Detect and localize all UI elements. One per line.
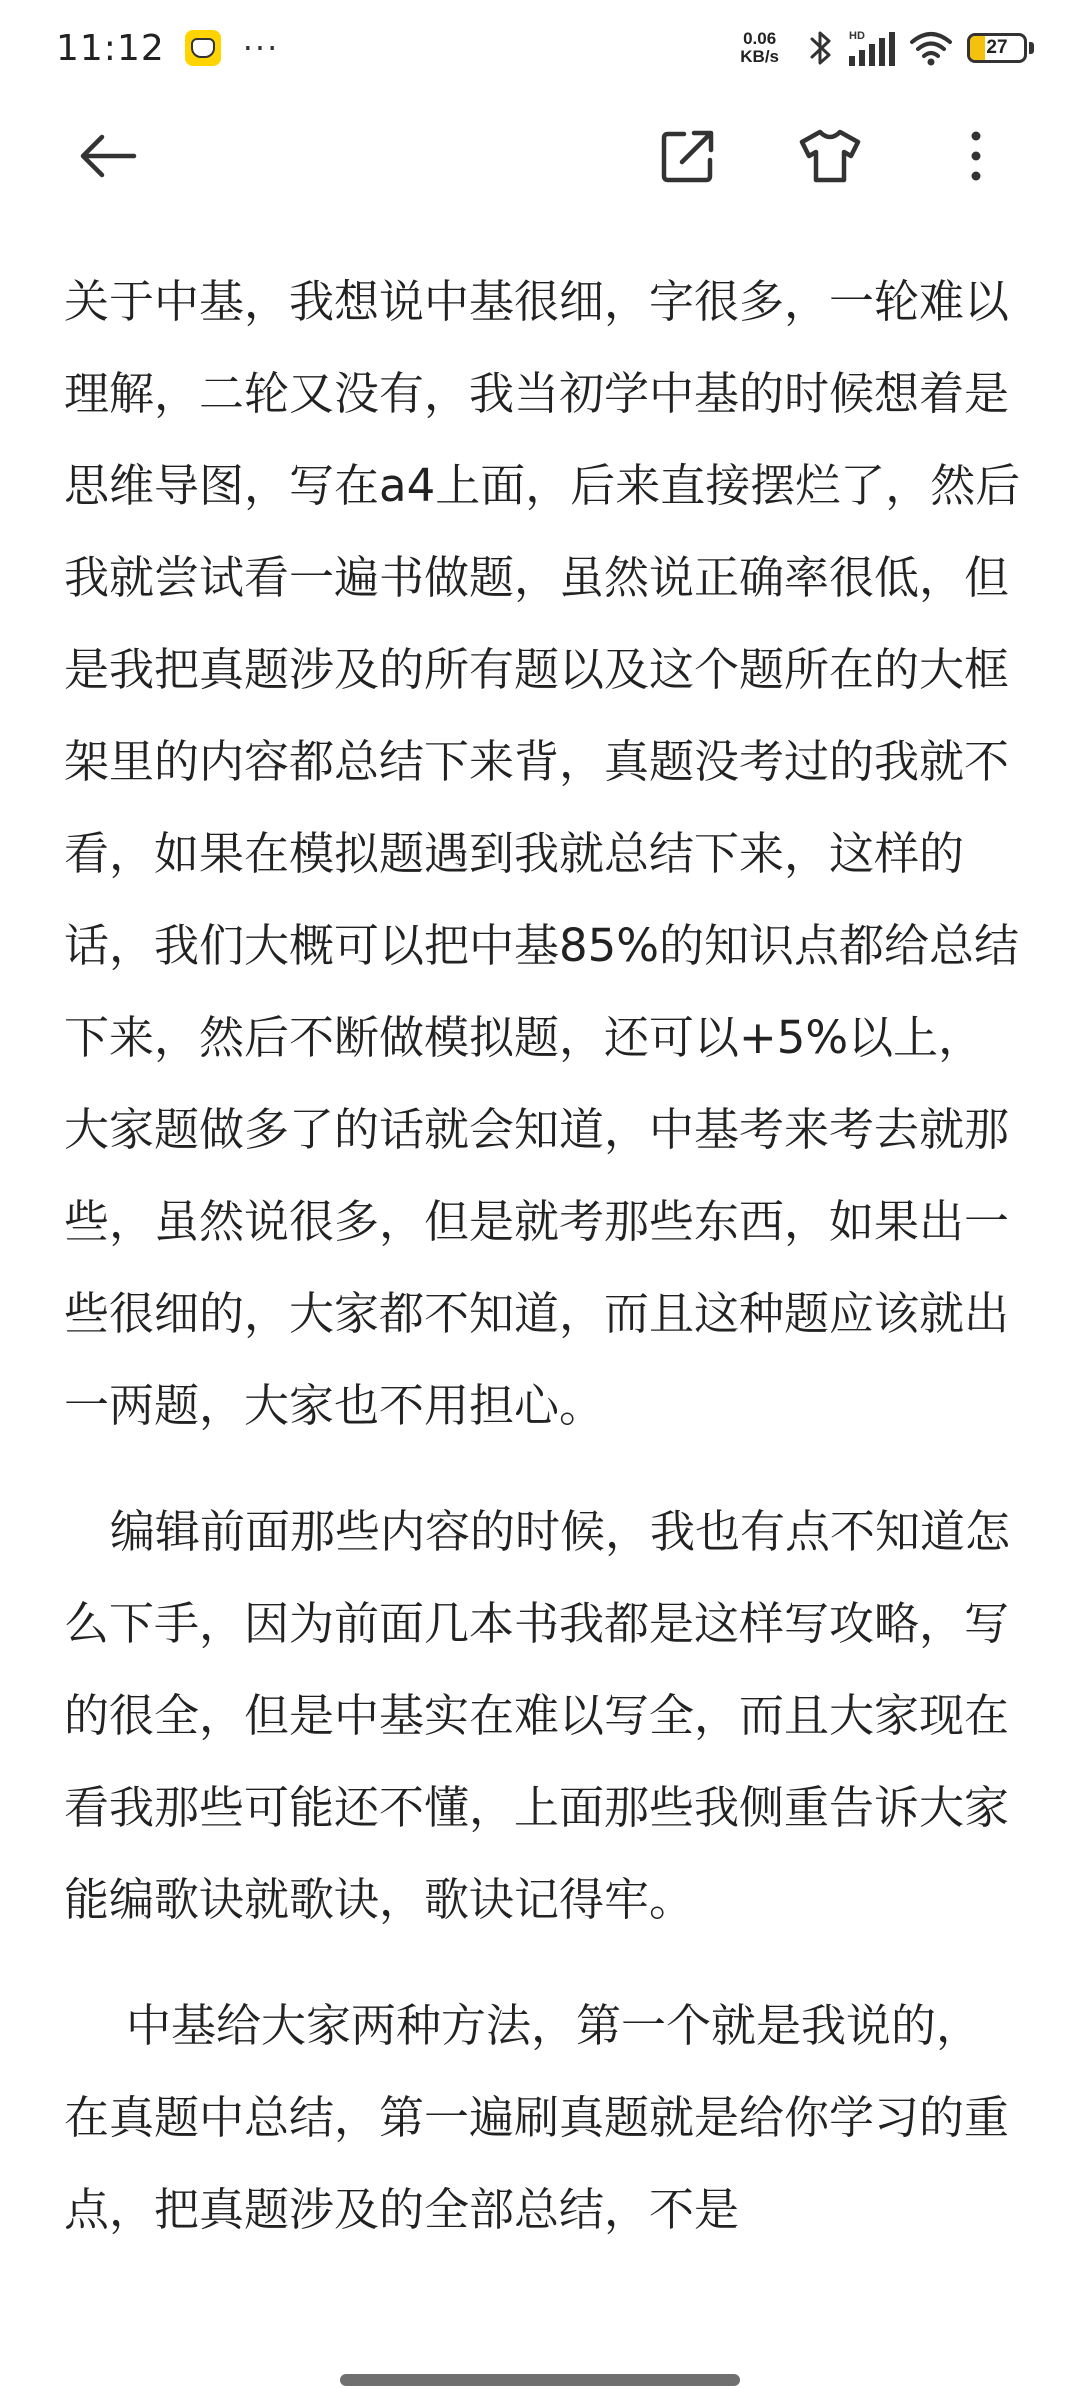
- battery-fill: [970, 36, 985, 60]
- wifi-icon: [909, 30, 953, 66]
- status-bar: [0, 0, 1080, 96]
- article-paragraph: 编辑前面那些内容的时候，我也有点不知道怎么下手，因为前面几本书我都是这样写攻略，写的很全，但是中基实在难以写全，而且大家现在看我那些可能还不懂，上面那些我侧重告诉大家能编歌诀就歌诀，歌诀记得牢。: [64, 1505, 1011, 1926]
- status-bar-left: [56, 28, 279, 69]
- article-paragraph: 中基给大家两种方法，第一个就是我说的，在真题中总结，第一遍刷真题就是给你学习的重点，把真题涉及的全部总结，不是: [64, 1999, 1010, 2236]
- battery-level: 27: [986, 37, 1008, 58]
- top-toolbar: [0, 96, 1080, 216]
- battery-body: [967, 33, 1027, 63]
- more-options-button[interactable]: [944, 126, 1008, 190]
- home-gesture-bar[interactable]: [340, 2374, 740, 2386]
- network-speed-value: 0.06: [743, 29, 777, 48]
- article-paragraph: 关于中基，我想说中基很细，字很多，一轮难以理解，二轮又没有，我当初学中基的时候想着是思维导图，写在a4上面，后来直接摆烂了，然后我就尝试看一遍书做题，虽然说正确率很低，但是我把真题涉及的所有题以及这个题所在的大框架里的内容都总结下来背，真题没考过的我就不看，如果在模拟题遇到我就总结下来，这样的话，我们大概可以把中基85%的知识点都给总结下来，然后不断做模拟题，还可以+5%以上，大家题做多了的话就会知道，中基考来考去就那些，虽然说很多，但是就考那些东西，如果出一些很细的，大家都不知道，而且这种题应该就出一两题，大家也不用担心。: [64, 275, 1021, 1432]
- more-vertical-icon: [966, 126, 986, 190]
- cellular-signal-icon: [847, 28, 897, 68]
- network-speed: [740, 30, 779, 66]
- battery-icon: [967, 33, 1034, 63]
- theme-button[interactable]: [798, 126, 862, 190]
- article-body: [64, 256, 1024, 2256]
- status-bar-right: [740, 28, 1034, 68]
- more-notifications-indicator: ···: [242, 29, 280, 67]
- tshirt-icon: [798, 126, 862, 190]
- app-notification-icon: [185, 30, 221, 66]
- bluetooth-icon: [807, 29, 835, 67]
- share-icon: [658, 126, 718, 190]
- network-speed-unit: KB/s: [740, 47, 779, 66]
- back-arrow-icon: [76, 124, 140, 192]
- battery-cap: [1029, 42, 1034, 54]
- share-button[interactable]: [656, 126, 720, 190]
- status-time: 11:12: [56, 27, 165, 69]
- back-button[interactable]: [76, 126, 140, 190]
- signal-hd-label: HD: [849, 30, 865, 42]
